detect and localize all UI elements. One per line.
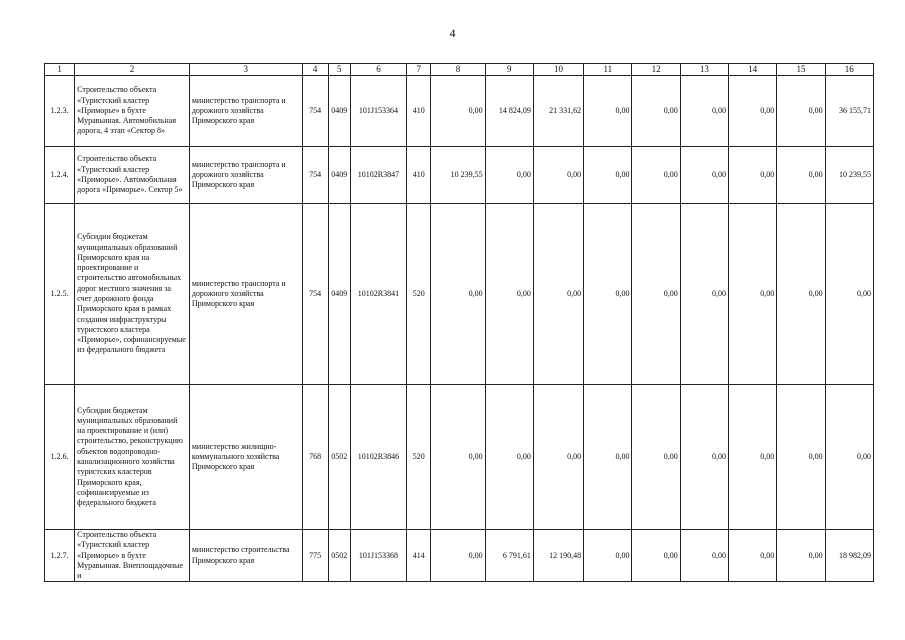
row-grbs: 768: [302, 385, 328, 530]
row-value: 0,00: [431, 76, 485, 147]
row-vr: 520: [407, 204, 431, 385]
table-row: [45, 385, 874, 530]
row-value: 0,00: [485, 385, 533, 530]
table-row: [45, 76, 874, 147]
row-value: 0,00: [431, 204, 485, 385]
column-header: 8: [431, 64, 485, 76]
row-value: 0,00: [729, 147, 777, 204]
row-value: 0,00: [533, 204, 583, 385]
row-csr: 101J153368: [350, 530, 406, 582]
row-value: 0,00: [680, 76, 728, 147]
budget-table: [44, 63, 874, 582]
column-header: 4: [302, 64, 328, 76]
row-value: 0,00: [533, 385, 583, 530]
row-number: 1.2.3.: [45, 76, 75, 147]
row-value: 0,00: [680, 147, 728, 204]
row-total: 0,00: [825, 204, 873, 385]
row-name: Строительство объекта «Туристский кластер «Приморье» в бухте Муравьиная. Внеплощадочные и: [75, 530, 190, 582]
column-header: 1: [45, 64, 75, 76]
row-rzpr: 0409: [328, 204, 350, 385]
row-value: 0,00: [680, 530, 728, 582]
row-executor: министерство строительства Приморского края: [189, 530, 302, 582]
table-row: [45, 530, 874, 582]
row-value: 0,00: [584, 76, 632, 147]
row-value: 0,00: [431, 530, 485, 582]
row-total: 0,00: [825, 385, 873, 530]
row-number: 1.2.5.: [45, 204, 75, 385]
row-value: 14 824,09: [485, 76, 533, 147]
table-row: [45, 147, 874, 204]
row-rzpr: 0502: [328, 385, 350, 530]
row-executor: министерство транспорта и дорожного хозяйства Приморского края: [189, 147, 302, 204]
row-rzpr: 0409: [328, 147, 350, 204]
row-value: 0,00: [777, 76, 825, 147]
row-value: 0,00: [584, 147, 632, 204]
row-value: 0,00: [777, 204, 825, 385]
row-csr: 10102R3847: [350, 147, 406, 204]
row-value: 0,00: [729, 204, 777, 385]
row-value: 0,00: [584, 530, 632, 582]
row-value: 21 331,62: [533, 76, 583, 147]
column-header: 5: [328, 64, 350, 76]
row-value: 0,00: [777, 385, 825, 530]
column-header: 9: [485, 64, 533, 76]
row-value: 0,00: [632, 76, 680, 147]
row-value: 12 190,48: [533, 530, 583, 582]
row-value: 10 239,55: [431, 147, 485, 204]
row-vr: 410: [407, 76, 431, 147]
row-value: 6 791,61: [485, 530, 533, 582]
row-value: 0,00: [729, 530, 777, 582]
row-executor: министерство транспорта и дорожного хозяйства Приморского края: [189, 76, 302, 147]
row-number: 1.2.4.: [45, 147, 75, 204]
row-grbs: 754: [302, 76, 328, 147]
row-total: 36 155,71: [825, 76, 873, 147]
header-row: [45, 64, 874, 76]
column-header: 12: [632, 64, 680, 76]
row-csr: 10102R3846: [350, 385, 406, 530]
column-header: 16: [825, 64, 873, 76]
row-value: 0,00: [584, 204, 632, 385]
row-vr: 520: [407, 385, 431, 530]
row-value: 0,00: [680, 204, 728, 385]
row-name: Строительство объекта «Туристский кластер «Приморье». Автомобильная дорога «Приморье». Сектор 5»: [75, 147, 190, 204]
row-value: 0,00: [431, 385, 485, 530]
row-rzpr: 0409: [328, 76, 350, 147]
column-header: 6: [350, 64, 406, 76]
row-csr: 101J153364: [350, 76, 406, 147]
row-number: 1.2.7.: [45, 530, 75, 582]
row-name: Субсидии бюджетам муниципальных образований на проектирование и (или) строительство, реконструкцию объектов водопроводно-канализационного хозяйства туристских кластеров Приморского края, софинансируемые из федерального бюджета: [75, 385, 190, 530]
column-header: 13: [680, 64, 728, 76]
row-grbs: 754: [302, 204, 328, 385]
row-grbs: 775: [302, 530, 328, 582]
row-value: 0,00: [729, 76, 777, 147]
column-header: 3: [189, 64, 302, 76]
row-number: 1.2.6.: [45, 385, 75, 530]
table-row: [45, 204, 874, 385]
row-value: 0,00: [729, 385, 777, 530]
row-vr: 414: [407, 530, 431, 582]
row-value: 0,00: [777, 147, 825, 204]
column-header: 14: [729, 64, 777, 76]
row-value: 0,00: [777, 530, 825, 582]
row-value: 0,00: [485, 204, 533, 385]
row-name: Строительство объекта «Туристский кластер «Приморье» в бухте Муравьиная. Автомобильная дорога, 4 этап «Сектор 8»: [75, 76, 190, 147]
row-value: 0,00: [680, 385, 728, 530]
row-value: 0,00: [632, 530, 680, 582]
row-executor: министерство жилищно-коммунального хозяйства Приморского края: [189, 385, 302, 530]
column-header: 15: [777, 64, 825, 76]
row-csr: 10102R3841: [350, 204, 406, 385]
column-header: 10: [533, 64, 583, 76]
row-total: 18 982,09: [825, 530, 873, 582]
row-value: 0,00: [632, 147, 680, 204]
page-number: 4: [449, 26, 456, 40]
row-value: 0,00: [584, 385, 632, 530]
row-executor: министерство транспорта и дорожного хозяйства Приморского края: [189, 204, 302, 385]
row-grbs: 754: [302, 147, 328, 204]
row-value: 0,00: [485, 147, 533, 204]
row-vr: 410: [407, 147, 431, 204]
row-value: 0,00: [632, 204, 680, 385]
row-value: 0,00: [632, 385, 680, 530]
row-total: 10 239,55: [825, 147, 873, 204]
column-header: 7: [407, 64, 431, 76]
column-header: 2: [75, 64, 190, 76]
row-value: 0,00: [533, 147, 583, 204]
column-header: 11: [584, 64, 632, 76]
row-rzpr: 0502: [328, 530, 350, 582]
row-name: Субсидии бюджетам муниципальных образований Приморского края на проектирование и строительство автомобильных дорог местного значения за счет дорожного фонда Приморского края в рамках создания инфраструктуры туристского кластера «Приморье», софинансируемые из федерального бюджета: [75, 204, 190, 385]
